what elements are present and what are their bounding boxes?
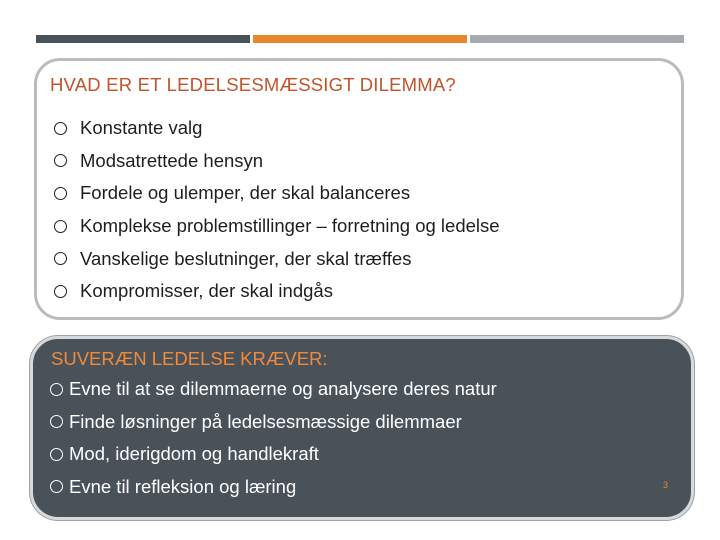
list-item-label: Finde løsninger på ledelsesmæssige dilemmaer bbox=[69, 410, 462, 432]
list-item-label: Evne til at se dilemmaerne og analysere deres natur bbox=[69, 378, 497, 400]
list-item bbox=[54, 210, 500, 243]
circle-bullet-icon bbox=[50, 480, 63, 493]
list-item bbox=[50, 373, 497, 406]
circle-bullet-icon bbox=[50, 415, 63, 428]
list-item-label: Vanskelige beslutninger, der skal træffes bbox=[80, 247, 412, 269]
circle-bullet-icon bbox=[50, 448, 63, 461]
list-item-label: Evne til refleksion og læring bbox=[69, 475, 297, 497]
circle-bullet-icon bbox=[54, 154, 67, 167]
list-item bbox=[54, 177, 500, 210]
circle-bullet-icon bbox=[54, 252, 67, 265]
list-item-label: Modsatrettede hensyn bbox=[80, 149, 264, 171]
circle-bullet-icon bbox=[54, 220, 67, 233]
list-item bbox=[54, 275, 500, 308]
list-item bbox=[54, 112, 500, 145]
list-item bbox=[50, 406, 497, 439]
accent-bar-orange bbox=[253, 35, 467, 43]
requirements-list bbox=[50, 373, 497, 503]
list-item bbox=[50, 471, 497, 504]
dilemma-list bbox=[54, 112, 500, 308]
list-item-label: Konstante valg bbox=[80, 117, 203, 139]
dilemma-title: HVAD ER ET LEDELSESMÆSSIGT DILEMMA? bbox=[50, 74, 456, 95]
list-item-label: Kompromisser, der skal indgås bbox=[80, 280, 333, 302]
list-item bbox=[50, 438, 497, 471]
accent-bar-gray bbox=[470, 35, 684, 43]
list-item bbox=[54, 242, 500, 275]
circle-bullet-icon bbox=[54, 187, 67, 200]
list-item bbox=[54, 145, 500, 178]
circle-bullet-icon bbox=[54, 122, 67, 135]
requirements-title: SUVERÆN LEDELSE KRÆVER: bbox=[51, 348, 328, 369]
list-item-label: Komplekse problemstillinger – forretning og ledelse bbox=[80, 215, 500, 237]
list-item-label: Mod, iderigdom og handlekraft bbox=[69, 443, 319, 465]
list-item-label: Fordele og ulemper, der skal balanceres bbox=[80, 182, 411, 204]
accent-bar-dark bbox=[36, 35, 250, 43]
page-number: 3 bbox=[663, 480, 669, 490]
circle-bullet-icon bbox=[50, 383, 63, 396]
circle-bullet-icon bbox=[54, 285, 67, 298]
